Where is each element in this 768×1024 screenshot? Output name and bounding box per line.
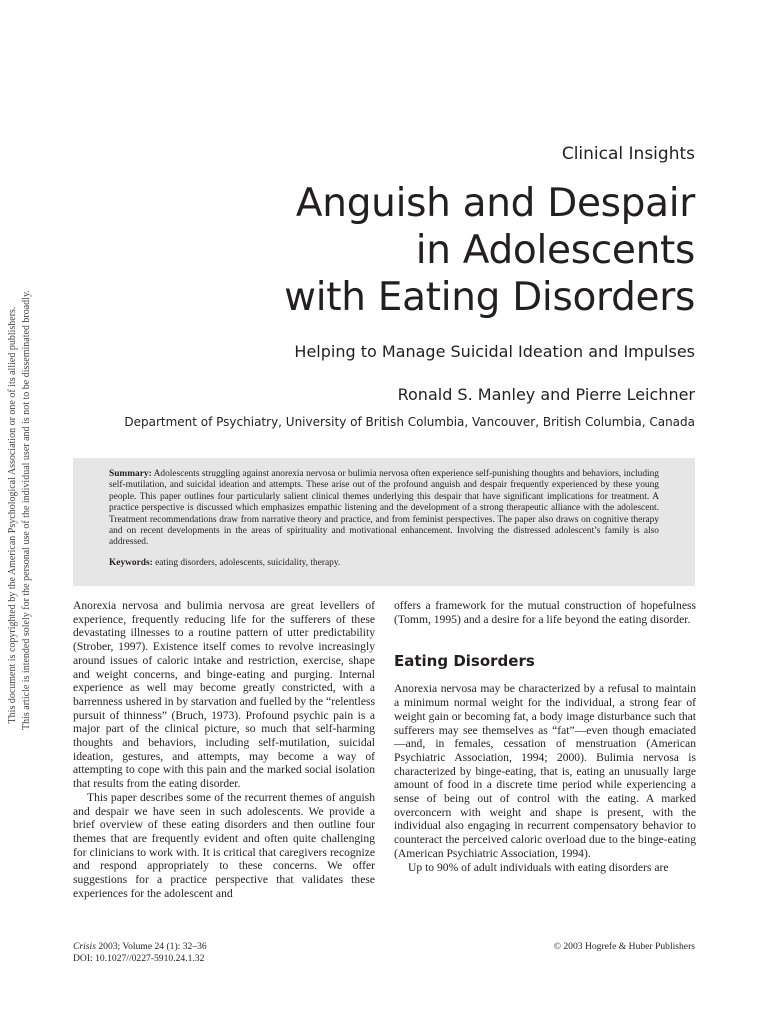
authors: Ronald S. Manley and Pierre Leichner — [397, 385, 695, 404]
body-paragraph: This paper describes some of the recurrent themes of anguish and despair we have seen in such adolescents. We provide a brief overview of these eating disorders and then outline four themes that are frequently evident and often quite challenging for clinicians to work with. It is critical that caregivers recognize and respond appropriately to these concerns. We offer suggestions for a practice perspective that validates these experiences for the adolescent and — [73, 790, 375, 900]
summary-paragraph — [109, 469, 659, 549]
affiliation: Department of Psychiatry, University of British Columbia, Vancouver, British Columbia, Canada — [124, 415, 695, 429]
title-line-2: in Adolescents — [415, 228, 695, 273]
footer-citation — [73, 941, 207, 965]
article-subtitle: Helping to Manage Suicidal Ideation and Impulses — [294, 342, 695, 361]
copyright-side-notice — [6, 290, 36, 730]
journal-name: Crisis — [73, 941, 96, 952]
body-column-right — [394, 599, 696, 874]
footer-copyright: © 2003 Hogrefe & Huber Publishers — [553, 941, 695, 952]
body-paragraph: offers a framework for the mutual construction of hopefulness (Tomm, 1995) and a desire for a life beyond the eating disorder. — [394, 599, 696, 626]
title-line-1: Anguish and Despair — [295, 181, 695, 226]
summary-text: Adolescents struggling against anorexia nervosa or bulimia nervosa often experience self-punishing thoughts and behaviors, including self-mutilation, and suicidal ideation and attempts. These arise out of the profound anguish and despair frequently experienced by these young people. This paper outlines four particularly salient clinical themes underlying this despair that have significant implications for treatment. A practice perspective is discussed which emphasizes empathic listening and the development of a strong therapeutic alliance with the adolescent. Treatment recommendations draw from narrative theory and practice, and from feminist perspectives. The paper also draws on cognitive therapy and on recent developments in the areas of spirituality and motivational enhancement. Involving the distressed adolescent’s family is also addressed. — [109, 469, 659, 548]
summary-label: Summary: — [109, 469, 152, 479]
section-label: Clinical Insights — [561, 144, 695, 164]
side-notice-line-1: This document is copyrighted by the American Psychological Association or one of its allied publishers. — [7, 306, 18, 724]
citation-text: 2003; Volume 24 (1): 32–36 — [98, 941, 207, 952]
keywords-text: eating disorders, adolescents, suicidality, therapy. — [155, 557, 341, 568]
summary-box — [73, 458, 695, 586]
section-heading: Eating Disorders — [394, 652, 535, 671]
citation-line — [73, 941, 207, 953]
doi-line: DOI: 10.1027//0227-5910.24.1.32 — [73, 953, 205, 964]
side-notice-line-2: This article is intended solely for the personal use of the individual user and is not to be disseminated broadly. — [21, 290, 32, 730]
article-title — [284, 180, 695, 321]
body-column-left — [73, 599, 375, 900]
body-paragraph: Up to 90% of adult individuals with eating disorders are — [408, 860, 669, 874]
title-line-3: with Eating Disorders — [284, 275, 695, 320]
keywords-line — [109, 558, 659, 569]
body-paragraph: Anorexia nervosa may be characterized by a refusal to maintain a minimum normal weight for the individual, a strong fear of weight gain or becoming fat, a body image disturbance such that sufferers may see themselves as “fat”—even though emaciated—and, in females, cessation of menstruation (American Psychiatric Association, 1994; 2000). Bulimia nervosa is characterized by binge-eating, that is, eating an unusually large amount of food in a discrete time period while experiencing a sense of being out of control with the eating. A marked overconcern with weight and shape is present, with the individual also engaging in recurrent compensatory behavior to counteract the perceived caloric overload due to the binge-eating (American Psychiatric Association, 1994). — [394, 682, 696, 860]
keywords-label: Keywords: — [109, 557, 153, 568]
body-paragraph: Anorexia nervosa and bulimia nervosa are great levellers of experience, frequently reducing life for the sufferers of these devastating illnesses to a routine pattern of utter predictability (Strober, 1997). Existence itself comes to revolve increasingly around issues of caloric intake and restriction, exercise, shape and weight concerns, and binge-eating and purging. Internal experience as well may become greatly constricted, with a barrenness ushered in by starvation and fuelled by the “relentless pursuit of thinness” (Bruch, 1973). Profound psychic pain is a major part of the clinical picture, so much that self-harming thoughts and behaviors, including self-mutilation, suicidal ideation, gestures, and attempts, may become a way of attempting to cope with this pain and the marked social isolation that results from the eating disorder. — [73, 599, 375, 791]
